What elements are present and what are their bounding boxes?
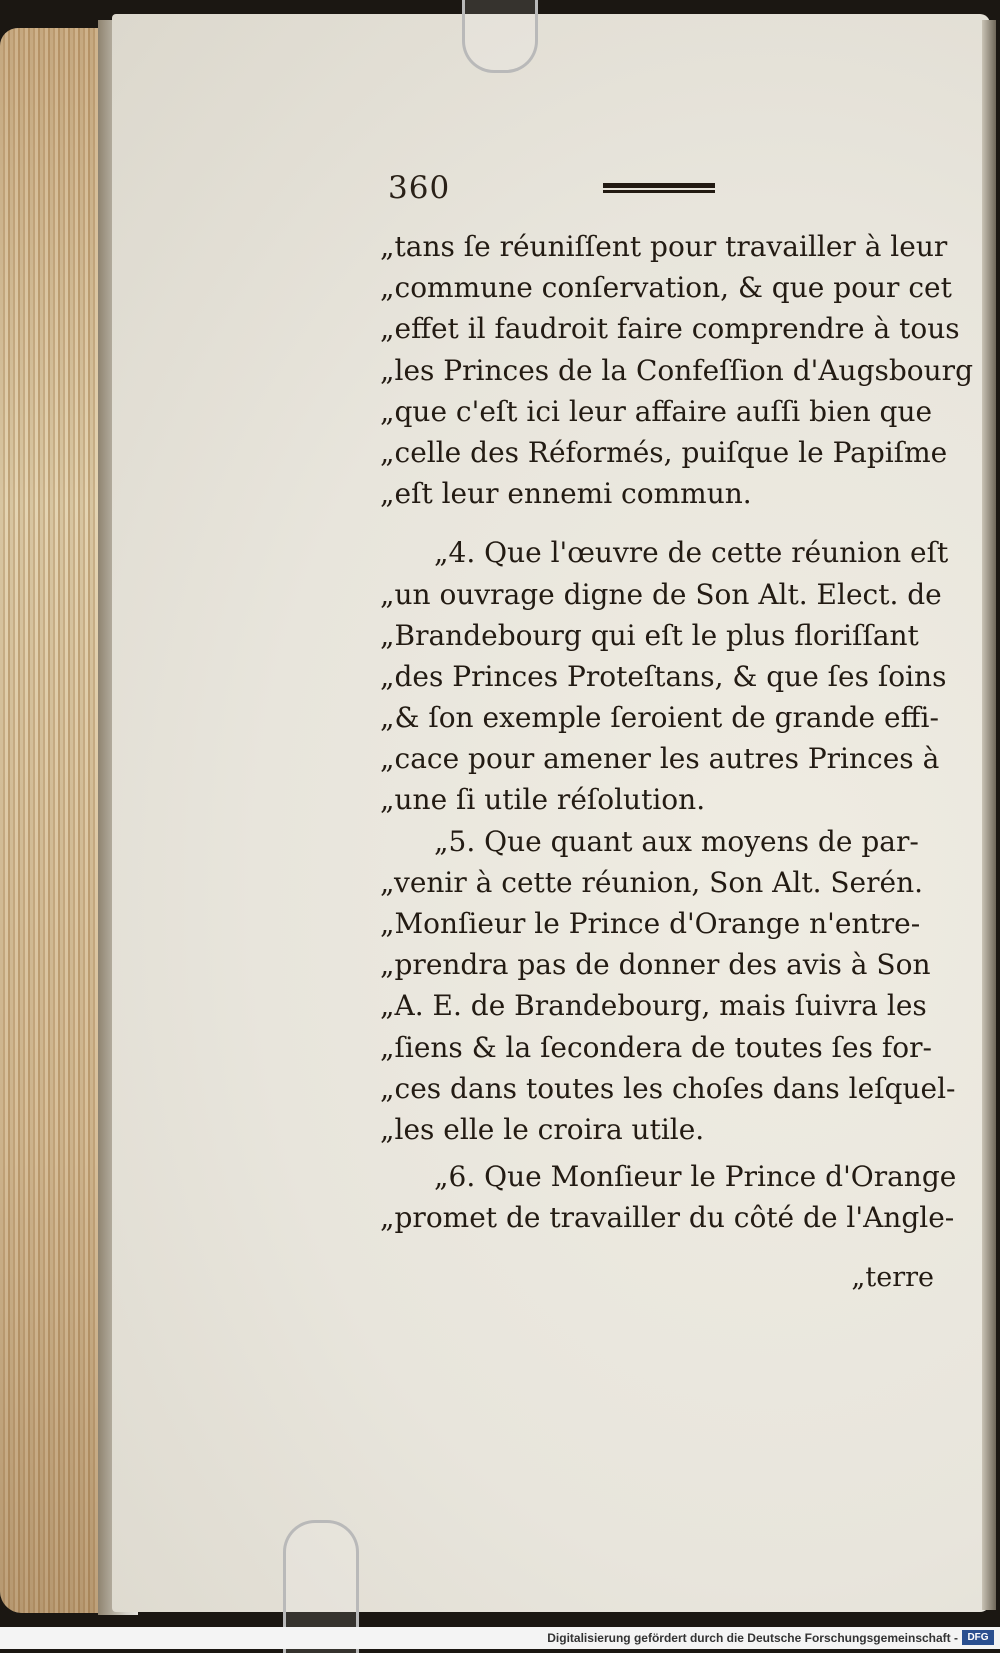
text-line: „commune conſervation, & que pour cet bbox=[380, 271, 952, 305]
text-line: „4. Que l'œuvre de cette réunion eſt bbox=[434, 536, 949, 570]
text-line: „prendra pas de donner des avis à Son bbox=[380, 948, 931, 982]
book-page-edges bbox=[0, 28, 110, 1613]
page-text bbox=[380, 226, 973, 1239]
text-line: „ces dans toutes les choſes dans leſquel- bbox=[380, 1071, 956, 1105]
text-line: „cace pour amener les autres Princes à bbox=[380, 742, 940, 776]
text-line: „les Princes de la Confeſſion d'Augsbourg bbox=[380, 353, 973, 387]
text-line: „venir à cette réunion, Son Alt. Serén. bbox=[380, 865, 924, 899]
funding-credit: Digitalisierung gefördert durch die Deutsche Forschungsgemeinschaft - bbox=[547, 1631, 958, 1645]
text-line: „une ſi utile réſolution. bbox=[380, 783, 706, 817]
text-line: „les elle le croira utile. bbox=[380, 1112, 705, 1146]
text-line: „Monſieur le Prince d'Orange n'entre- bbox=[380, 907, 921, 940]
text-line: „un ouvrage digne de Son Alt. Elect. de bbox=[380, 577, 942, 611]
header-rule bbox=[603, 183, 715, 193]
text-line: „Brandebourg qui eſt le plus floriſſant bbox=[380, 618, 919, 652]
text-line: „effet il faudroit faire comprendre à tous bbox=[380, 312, 960, 346]
footer-bar bbox=[0, 1627, 1000, 1649]
page-right-edge bbox=[982, 20, 996, 1610]
page-header bbox=[388, 170, 728, 220]
text-line: „celle des Réformés, puiſque le Papiſme bbox=[380, 435, 948, 469]
edge-stain bbox=[0, 28, 110, 1613]
page-number: 360 bbox=[388, 170, 451, 206]
text-line: „que c'eſt ici leur affaire auſſi bien que bbox=[380, 394, 933, 428]
text-line: „tans ſe réuniſſent pour travailler à leur bbox=[380, 230, 948, 263]
text-line: „promet de travailler du côté de l'Angle- bbox=[380, 1201, 955, 1235]
text-line: „5. Que quant aux moyens de par- bbox=[434, 824, 919, 858]
text-line: „A. E. de Brandebourg, mais ſuivra les bbox=[380, 989, 927, 1023]
catchword: „terre bbox=[851, 1262, 934, 1293]
text-line: „& ſon exemple ſeroient de grande effi- bbox=[380, 701, 939, 735]
text-line: „6. Que Monſieur le Prince d'Orange bbox=[434, 1160, 957, 1194]
text-line: „eſt leur ennemi commun. bbox=[380, 477, 752, 511]
page-clip-top bbox=[462, 0, 538, 73]
dfg-logo: DFG bbox=[962, 1630, 994, 1645]
text-line: „des Princes Proteſtans, & que ſes ſoins bbox=[380, 659, 947, 693]
text-line: „ſiens & la ſecondera de toutes ſes for- bbox=[380, 1030, 932, 1064]
